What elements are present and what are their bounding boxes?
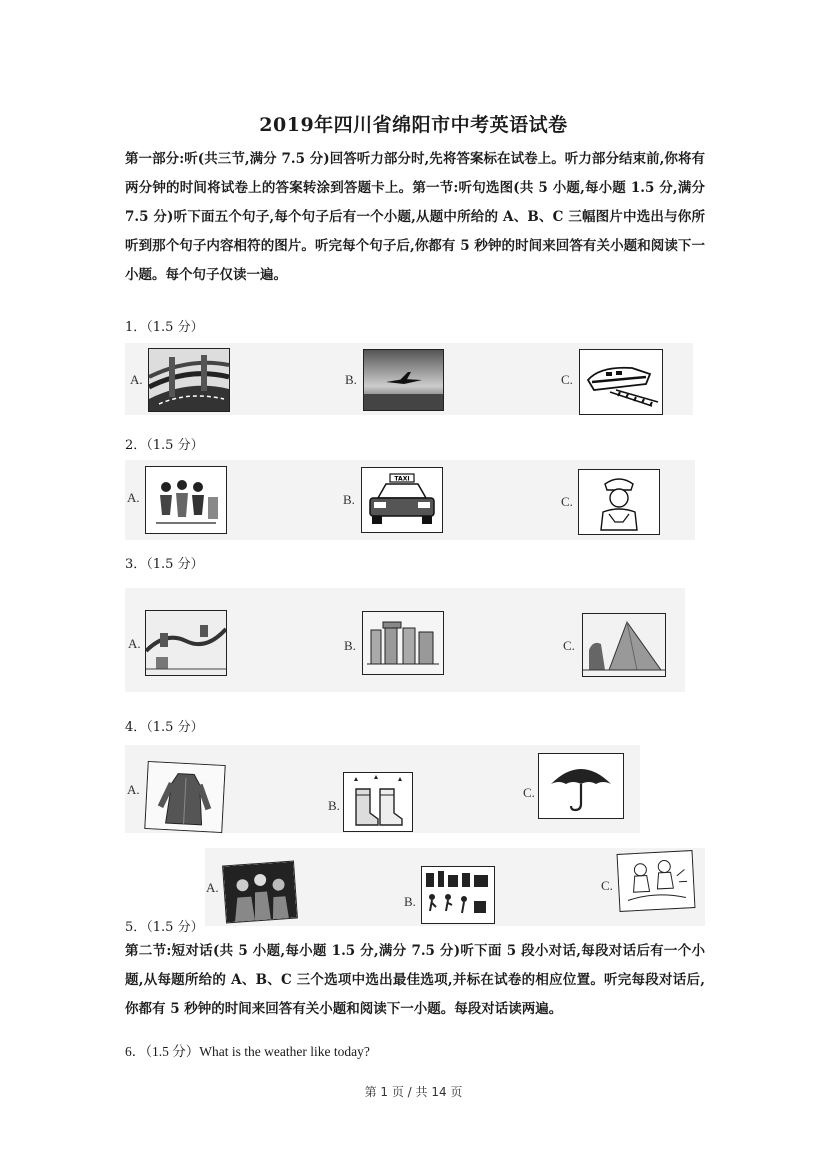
q4-option-a-raincoat-image[interactable] [144,761,225,833]
q4-option-b-rainboots-image[interactable] [343,772,413,832]
q1-option-c-letter: C. [561,372,573,387]
page-title: 2019年四川省绵阳市中考英语试卷 [259,114,568,136]
q1-option-a-highway-image[interactable] [148,348,230,412]
stonehenge-icon [363,612,443,674]
question-1-label: 1．（1.5 分） [125,320,204,335]
q5-option-c-letter: C. [601,878,613,893]
q2-option-c-letter: C. [561,494,573,509]
q2-option-b-letter: B. [343,492,355,507]
q5-option-c-children-image[interactable] [617,850,696,912]
q1-option-b-letter: B. [345,372,357,387]
q5-option-b-letter: B. [404,894,416,909]
q5-option-a-photo-image[interactable] [222,861,298,924]
q4-option-c-letter: C. [523,785,535,800]
q1-option-a-letter: A. [130,372,143,387]
q2-option-b-taxi-image[interactable] [361,467,443,533]
q2-option-a-people-image[interactable] [145,466,227,534]
question-6-text: 6．（1.5 分）What is the weather like today? [125,1044,370,1059]
page-footer: 第 1 页 / 共 14 页 [364,1085,463,1099]
q4-option-a-letter: A. [127,782,140,797]
question-2-label: 2．（1.5 分） [125,438,204,453]
children-drawing-icon [618,851,695,911]
airplane-icon [364,350,443,410]
question-4-label: 4．（1.5 分） [125,720,204,735]
q2-option-a-letter: A. [127,490,140,505]
q2-option-c-police-image[interactable] [578,469,660,535]
part1-intro: 第一部分:听(共三节,满分 7.5 分)回答听力部分时,先将答案标在试卷上。听力部分结束前,你将有两分钟的时间将试卷上的答案转涂到答题卡上。第一节:听句选图(共 5 小题,每小题 1.5 分,满分 7.5 分)听下面五个句子,每个句子后有一个小题,从题中所给的 A、B、C 三幅图片中选出与你所听到那个句子内容相符的图片。听完每个句子后,你都有 5 秒钟的时间来回答有关小题和阅读下一小题。每个句子仅读一遍。 [125,151,705,283]
q1-option-b-airplane-image[interactable] [363,349,444,411]
pyramid-icon [583,614,665,676]
sports-figures-icon [422,867,494,923]
umbrella-icon [539,754,623,818]
train-icon [580,350,662,414]
raincoat-icon [145,762,224,832]
q3-option-c-letter: C. [563,638,575,653]
q1-option-c-train-image[interactable] [579,349,663,415]
q4-option-b-letter: B. [328,798,340,813]
q3-option-a-great-wall-image[interactable] [145,610,227,676]
q4-option-c-umbrella-image[interactable] [538,753,624,819]
question-5-label: 5．（1.5 分） [125,920,204,935]
great-wall-icon [146,611,226,675]
q5-option-a-letter: A. [206,880,219,895]
q5-option-b-sports-image[interactable] [421,866,495,924]
question-3-label: 3．（1.5 分） [125,557,204,572]
crowd-photo-icon [223,862,297,923]
taxi-sign-text: TAXI [394,475,410,483]
q3-option-b-letter: B. [344,638,356,653]
police-officer-icon [579,470,659,534]
people-group-icon [146,467,226,533]
taxi-icon [362,468,442,532]
highway-icon [149,349,229,411]
q3-option-a-letter: A. [128,636,141,651]
q3-option-c-pyramid-image[interactable] [582,613,666,677]
rain-boots-icon [344,773,412,831]
section2-intro: 第二节:短对话(共 5 小题,每小题 1.5 分,满分 7.5 分)听下面 5 段小对话,每段对话后有一个小题,从每题所给的 A、B、C 三个选项中选出最佳选项,并标在试卷的相应位置。听完每段对话后,你都有 5 秒钟的时间来回答有关小题和阅读下一小题。每段对话读两遍。 [125,943,705,1017]
q3-option-b-stonehenge-image[interactable] [362,611,444,675]
